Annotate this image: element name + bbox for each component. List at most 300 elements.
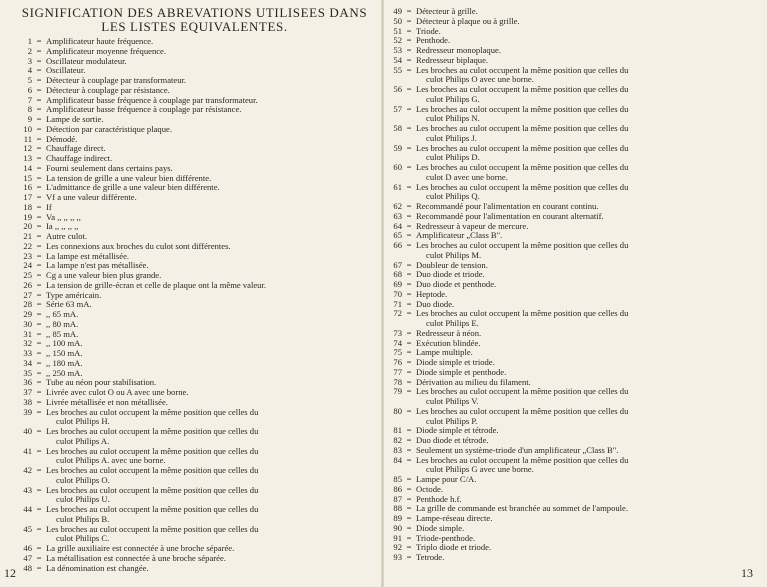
list-item bbox=[18, 252, 371, 262]
entry-text-continuation: culot Philips Q. bbox=[426, 191, 480, 202]
entry-text-line: Recommandé pour l'alimentation en courant continu. bbox=[416, 202, 599, 211]
list-item bbox=[18, 544, 371, 554]
list-item bbox=[18, 135, 371, 145]
entry-number: 2 bbox=[27, 45, 32, 56]
entry-number: 17 bbox=[23, 192, 32, 202]
list-item bbox=[18, 76, 371, 86]
entry-number: 18 bbox=[23, 201, 32, 212]
entry-number: 92 bbox=[393, 542, 402, 553]
entry-text-line: Détecteur à plaque ou à grille. bbox=[416, 16, 520, 26]
entry-text-line: ,, 100 mA. bbox=[46, 339, 83, 349]
entry-text bbox=[46, 369, 371, 379]
entry-text-continuation: culot Philips A. avec une borne. bbox=[56, 455, 166, 466]
entry-number: 25 bbox=[23, 270, 32, 280]
entry-text-continuation: culot Philips C. bbox=[56, 533, 110, 544]
entry-text-continuation: culot Philips H. bbox=[56, 416, 110, 427]
entry-text-line: Exécution blindée. bbox=[416, 338, 481, 348]
equals-sign: = bbox=[36, 84, 42, 95]
list-item bbox=[390, 46, 759, 56]
equals-sign: = bbox=[36, 240, 42, 251]
entry-number: 79 bbox=[393, 386, 402, 397]
entry-text-line: La lampe est métallisée. bbox=[46, 251, 130, 261]
entry-number: 56 bbox=[393, 84, 402, 94]
entry-text-line: Chauffage direct. bbox=[46, 144, 106, 154]
entry-text bbox=[46, 144, 371, 154]
entry-number: 31 bbox=[23, 328, 32, 339]
entry-text bbox=[416, 446, 759, 456]
list-item bbox=[390, 475, 759, 485]
entry-number: 32 bbox=[23, 338, 32, 349]
entry-text-continuation: culot Philips M. bbox=[426, 249, 482, 260]
entry-text-line: Triplo diode et triode. bbox=[416, 543, 492, 553]
list-item bbox=[18, 203, 371, 213]
entry-number: 3 bbox=[27, 55, 32, 66]
entry-text bbox=[46, 339, 371, 349]
entry-text-line: Les broches au culot occupent la même position que celles du bbox=[416, 163, 629, 172]
entry-text-continuation: culot Philips D. bbox=[426, 152, 480, 163]
list-item bbox=[18, 466, 371, 486]
list-item bbox=[18, 505, 371, 525]
page-title bbox=[18, 6, 371, 34]
entry-text-line: Tube au néon pour stabilisation. bbox=[46, 378, 157, 388]
entry-text-line: Livrée métallisée et non métallisée. bbox=[46, 397, 168, 407]
entry-text-line: Doubleur de tension. bbox=[416, 260, 488, 270]
entry-number: 24 bbox=[23, 260, 32, 271]
list-item bbox=[390, 378, 759, 388]
entry-text bbox=[46, 544, 371, 554]
entry-number: 52 bbox=[393, 35, 402, 46]
left-page bbox=[0, 0, 383, 587]
list-item bbox=[18, 369, 371, 379]
entry-number: 74 bbox=[393, 337, 402, 348]
entry-text-line: Autre culot. bbox=[46, 232, 88, 241]
list-item bbox=[390, 144, 759, 164]
entry-text bbox=[46, 271, 371, 281]
entry-text-line: Les broches au culot occupent la même position que celles du bbox=[46, 524, 259, 534]
equals-sign: = bbox=[406, 542, 412, 553]
entry-text bbox=[416, 85, 759, 105]
list-item bbox=[390, 436, 759, 446]
entry-text-continuation: culot Philips J. bbox=[426, 132, 477, 143]
entry-text bbox=[416, 456, 759, 476]
entry-number: 66 bbox=[393, 240, 402, 250]
list-item bbox=[18, 47, 371, 57]
entry-text bbox=[46, 76, 371, 86]
equals-sign: = bbox=[36, 279, 42, 290]
entry-number: 69 bbox=[393, 279, 402, 289]
abbreviation-list-right bbox=[390, 7, 759, 563]
entry-text-line: La tension de grille-écran et celle de plaque ont la même valeur. bbox=[46, 280, 266, 290]
list-item bbox=[390, 241, 759, 261]
entry-text bbox=[46, 57, 371, 67]
entry-text-line: Type américain. bbox=[46, 290, 102, 300]
entry-number: 62 bbox=[393, 201, 402, 211]
entry-text bbox=[46, 447, 371, 467]
entry-text bbox=[46, 466, 371, 486]
entry-text-line: La tension de grille a une valeur bien différente. bbox=[46, 173, 212, 183]
list-item bbox=[390, 183, 759, 203]
list-item bbox=[18, 66, 371, 76]
list-item bbox=[390, 309, 759, 329]
entry-text bbox=[416, 7, 759, 17]
equals-sign: = bbox=[36, 182, 42, 193]
entry-text-line: Les broches au culot occupent la même position que celles du bbox=[416, 65, 629, 75]
entry-number: 29 bbox=[23, 309, 32, 319]
equals-sign: = bbox=[406, 201, 412, 211]
entry-text-line: Les broches au culot occupent la même position que celles du bbox=[46, 446, 259, 456]
entry-text-line: Détecteur à grille. bbox=[416, 7, 478, 16]
equals-sign: = bbox=[36, 484, 42, 495]
entry-text-line: Lampe pour C/A. bbox=[416, 475, 477, 484]
entry-number: 35 bbox=[23, 367, 32, 378]
equals-sign: = bbox=[406, 522, 412, 533]
entry-number: 33 bbox=[23, 348, 32, 358]
list-item bbox=[390, 543, 759, 553]
entry-text-line: Va ,, ,, ,, ,, bbox=[46, 212, 81, 222]
entry-text-line: La grille de commande est branchée au sommet de l'ampoule. bbox=[416, 504, 629, 514]
entry-number: 57 bbox=[393, 103, 402, 114]
list-item bbox=[390, 280, 759, 290]
entry-text bbox=[416, 309, 759, 329]
list-item bbox=[18, 115, 371, 125]
list-item bbox=[390, 485, 759, 495]
entry-text-line: ,, 65 mA. bbox=[46, 310, 79, 319]
equals-sign: = bbox=[36, 45, 42, 56]
entry-number: 89 bbox=[393, 513, 402, 523]
list-item bbox=[390, 446, 759, 456]
list-item bbox=[18, 339, 371, 349]
list-item bbox=[18, 378, 371, 388]
entry-number: 93 bbox=[393, 552, 402, 562]
entry-text-line: Diode simple et penthode. bbox=[416, 367, 507, 377]
equals-sign: = bbox=[406, 25, 412, 36]
list-item bbox=[18, 232, 371, 242]
entry-text bbox=[416, 105, 759, 125]
entry-number: 12 bbox=[23, 143, 32, 154]
entry-number: 19 bbox=[23, 211, 32, 222]
list-item bbox=[390, 105, 759, 125]
entry-text bbox=[46, 174, 371, 184]
entry-number: 5 bbox=[27, 75, 32, 85]
entry-text bbox=[416, 36, 759, 46]
equals-sign: = bbox=[36, 260, 42, 271]
entry-text-line: Lampe-réseau directe. bbox=[416, 514, 493, 523]
entry-text bbox=[416, 27, 759, 37]
list-item bbox=[390, 348, 759, 358]
list-item bbox=[390, 504, 759, 514]
equals-sign: = bbox=[36, 396, 42, 407]
entry-text-line: Détecteur à couplage par transformateur. bbox=[46, 76, 187, 85]
entry-text bbox=[416, 183, 759, 203]
list-item bbox=[18, 564, 371, 574]
list-item bbox=[390, 261, 759, 271]
entry-number: 39 bbox=[23, 406, 32, 417]
entry-text-line: Les broches au culot occupent la même position que celles du bbox=[416, 309, 629, 319]
entry-text-line: Détection par caractéristique plaque. bbox=[46, 124, 172, 134]
entry-text-line: Démodé. bbox=[46, 134, 78, 144]
entry-number: 40 bbox=[23, 426, 32, 436]
entry-text bbox=[416, 368, 759, 378]
entry-text-line: ,, 150 mA. bbox=[46, 349, 83, 358]
entry-number: 16 bbox=[23, 182, 32, 193]
entry-text-line: Recommandé pour l'alimentation en courant alternatif. bbox=[416, 211, 604, 221]
equals-sign: = bbox=[406, 425, 412, 436]
list-item bbox=[390, 495, 759, 505]
entry-number: 59 bbox=[393, 142, 402, 153]
list-item bbox=[18, 310, 371, 320]
entry-number: 49 bbox=[393, 6, 402, 16]
entry-text bbox=[46, 242, 371, 252]
entry-text bbox=[416, 202, 759, 212]
entry-text-continuation: culot Philips G avec une borne. bbox=[426, 464, 534, 475]
entry-number: 82 bbox=[393, 435, 402, 445]
equals-sign: = bbox=[406, 444, 412, 455]
entry-text bbox=[46, 349, 371, 359]
entry-text bbox=[46, 222, 371, 232]
equals-sign: = bbox=[36, 172, 42, 183]
entry-text-line: Détecteur à couplage par résistance. bbox=[46, 85, 170, 95]
entry-number: 46 bbox=[23, 543, 32, 553]
entry-number: 50 bbox=[393, 15, 402, 26]
equals-sign: = bbox=[36, 338, 42, 349]
entry-text-line: Lampe de sortie. bbox=[46, 115, 104, 124]
entry-number: 84 bbox=[393, 454, 402, 465]
list-item bbox=[18, 447, 371, 467]
entry-number: 20 bbox=[23, 221, 32, 232]
equals-sign: = bbox=[406, 35, 412, 46]
entry-text bbox=[416, 387, 759, 407]
list-item bbox=[18, 388, 371, 398]
equals-sign: = bbox=[36, 348, 42, 358]
entry-text-line: Les broches au culot occupent la même position que celles du bbox=[46, 485, 259, 495]
entry-text-line: Les broches au culot occupent la même position que celles du bbox=[46, 407, 259, 417]
entry-text bbox=[46, 554, 371, 564]
list-item bbox=[18, 242, 371, 252]
entry-text-line: Lampe multiple. bbox=[416, 348, 473, 358]
entry-text-continuation: culot Philips B. bbox=[56, 513, 110, 524]
equals-sign: = bbox=[36, 211, 42, 222]
entry-text-line: Cg a une valeur bien plus grande. bbox=[46, 271, 162, 280]
list-item bbox=[18, 349, 371, 359]
entry-number: 51 bbox=[393, 25, 402, 36]
entry-number: 68 bbox=[393, 269, 402, 280]
equals-sign: = bbox=[406, 366, 412, 377]
entry-number: 15 bbox=[23, 172, 32, 183]
equals-sign: = bbox=[36, 250, 42, 261]
entry-text-continuation: culot Philips N. bbox=[426, 113, 480, 124]
list-item bbox=[18, 359, 371, 369]
list-item bbox=[390, 553, 759, 563]
entry-text-line: If bbox=[46, 202, 52, 212]
entry-text-line: Amplificateur „Class B". bbox=[416, 231, 503, 241]
list-item bbox=[390, 514, 759, 524]
entry-text-line: Les broches au culot occupent la même position que celles du bbox=[416, 124, 629, 133]
entry-text-line: Les broches au culot occupent la même position que celles du bbox=[46, 427, 259, 436]
entry-text bbox=[416, 241, 759, 261]
list-item bbox=[390, 231, 759, 241]
entry-text bbox=[46, 564, 371, 574]
entry-text-continuation: culot Philips P. bbox=[426, 415, 478, 426]
entry-text bbox=[46, 96, 371, 106]
entry-text bbox=[416, 426, 759, 436]
equals-sign: = bbox=[406, 503, 412, 514]
entry-text-line: Penthode h.f. bbox=[416, 494, 462, 504]
entry-number: 21 bbox=[23, 231, 32, 241]
entry-number: 77 bbox=[393, 366, 402, 377]
entry-text-line: Duo diode et penthode. bbox=[416, 280, 497, 289]
entry-text-continuation: culot D avec une borne. bbox=[426, 171, 508, 182]
entry-text bbox=[46, 213, 371, 223]
entry-text bbox=[46, 261, 371, 271]
equals-sign: = bbox=[36, 562, 42, 573]
list-item bbox=[18, 154, 371, 164]
entry-number: 10 bbox=[23, 123, 32, 134]
entry-number: 26 bbox=[23, 279, 32, 290]
entry-text bbox=[46, 86, 371, 96]
equals-sign: = bbox=[406, 259, 412, 270]
entry-number: 76 bbox=[393, 357, 402, 367]
entry-text bbox=[46, 300, 371, 310]
title-line-2: LES LISTES EQUIVALENTES. bbox=[101, 19, 288, 34]
entry-text-line: ,, 80 mA. bbox=[46, 319, 79, 329]
entry-text-line: Les connexions aux broches du culot sont différentes. bbox=[46, 241, 231, 251]
entry-text-continuation: culot Philips U. bbox=[56, 494, 110, 505]
entry-number: 71 bbox=[393, 298, 402, 309]
entry-text bbox=[416, 534, 759, 544]
page-number-right: 13 bbox=[741, 566, 753, 580]
entry-text bbox=[46, 135, 371, 145]
entry-number: 23 bbox=[23, 250, 32, 261]
equals-sign: = bbox=[36, 552, 42, 563]
entry-text bbox=[46, 525, 371, 545]
entry-text-continuation: culot Philips V. bbox=[426, 396, 479, 406]
entry-number: 54 bbox=[393, 54, 402, 65]
entry-text bbox=[416, 17, 759, 27]
list-item bbox=[390, 85, 759, 105]
entry-text bbox=[416, 222, 759, 232]
equals-sign: = bbox=[36, 201, 42, 212]
entry-number: 34 bbox=[23, 357, 32, 368]
equals-sign: = bbox=[406, 493, 412, 504]
list-item bbox=[390, 7, 759, 17]
entry-number: 64 bbox=[393, 220, 402, 231]
equals-sign: = bbox=[36, 221, 42, 232]
entry-number: 28 bbox=[23, 299, 32, 310]
equals-sign: = bbox=[406, 513, 412, 523]
entry-text bbox=[416, 144, 759, 164]
list-item bbox=[18, 291, 371, 301]
entry-number: 65 bbox=[393, 230, 402, 241]
entry-text-line: Vf a une valeur différente. bbox=[46, 193, 137, 202]
entry-text bbox=[416, 358, 759, 368]
entry-text-line: Les broches au culot occupent la même position que celles du bbox=[416, 406, 629, 416]
entry-text-line: Duo diode. bbox=[416, 299, 455, 309]
entry-text bbox=[416, 504, 759, 514]
list-item bbox=[18, 222, 371, 232]
entry-text-line: Diode simple et tétrode. bbox=[416, 426, 499, 436]
equals-sign: = bbox=[36, 445, 42, 456]
equals-sign: = bbox=[36, 104, 42, 115]
entry-text bbox=[46, 291, 371, 301]
entry-number: 43 bbox=[23, 484, 32, 495]
equals-sign: = bbox=[406, 15, 412, 26]
entry-text bbox=[46, 310, 371, 320]
entry-text-line: Ia ,, ,, ,, ,, bbox=[46, 222, 79, 232]
list-item bbox=[18, 183, 371, 193]
equals-sign: = bbox=[406, 357, 412, 367]
entry-text-line: Amplificateur basse fréquence à couplage par résistance. bbox=[46, 105, 242, 115]
equals-sign: = bbox=[36, 75, 42, 85]
entry-number: 63 bbox=[393, 210, 402, 221]
entry-text bbox=[416, 485, 759, 495]
entry-text bbox=[416, 514, 759, 524]
entry-text-line: Les broches au culot occupent la même position que celles du bbox=[46, 505, 259, 514]
entry-text-line: Les broches au culot occupent la même position que celles du bbox=[416, 455, 629, 465]
entry-number: 88 bbox=[393, 503, 402, 514]
entry-text bbox=[416, 378, 759, 388]
entry-text bbox=[416, 348, 759, 358]
list-item bbox=[390, 56, 759, 66]
list-item bbox=[390, 339, 759, 349]
equals-sign: = bbox=[36, 367, 42, 378]
entry-text-continuation: culot Philips O avec une borne. bbox=[426, 74, 534, 85]
entry-text bbox=[46, 154, 371, 164]
list-item bbox=[390, 27, 759, 37]
entry-number: 41 bbox=[23, 445, 32, 456]
list-item bbox=[18, 125, 371, 135]
list-item bbox=[390, 202, 759, 212]
entry-text bbox=[416, 46, 759, 56]
entry-text-line: Livrée avec culot O ou A avec une borne. bbox=[46, 388, 189, 397]
equals-sign: = bbox=[406, 347, 412, 358]
list-item bbox=[390, 222, 759, 232]
entry-number: 45 bbox=[23, 523, 32, 534]
equals-sign: = bbox=[36, 406, 42, 417]
list-item bbox=[18, 261, 371, 271]
entry-text bbox=[416, 475, 759, 485]
equals-sign: = bbox=[36, 94, 42, 105]
entry-text bbox=[46, 66, 371, 76]
entry-text-line: La métallisation est connectée à une broche séparée. bbox=[46, 553, 226, 563]
entry-text bbox=[46, 232, 371, 242]
equals-sign: = bbox=[36, 387, 42, 397]
equals-sign: = bbox=[406, 230, 412, 241]
entry-text-line: Les broches au culot occupent la même position que celles du bbox=[416, 143, 629, 153]
entry-text-line: Tetrode. bbox=[416, 553, 445, 562]
entry-text bbox=[46, 505, 371, 525]
list-item bbox=[18, 398, 371, 408]
entry-text-continuation: culot Philips E. bbox=[426, 318, 479, 328]
right-page bbox=[384, 0, 767, 587]
equals-sign: = bbox=[406, 288, 412, 299]
entry-text-line: Seulement un système-triode d'un amplificateur „Class B". bbox=[416, 445, 619, 455]
entry-number: 60 bbox=[393, 162, 402, 172]
list-item bbox=[18, 271, 371, 281]
list-item bbox=[390, 407, 759, 427]
entry-text-line: La dénomination est changée. bbox=[46, 563, 149, 573]
list-item bbox=[390, 163, 759, 183]
entry-number: 53 bbox=[393, 45, 402, 55]
entry-text-line: L'admittance de grille a une valeur bien différente. bbox=[46, 183, 220, 193]
abbreviation-list-left bbox=[18, 37, 371, 573]
entry-text bbox=[416, 339, 759, 349]
entry-number: 1 bbox=[27, 36, 32, 46]
entry-text bbox=[416, 66, 759, 86]
equals-sign: = bbox=[36, 36, 42, 46]
equals-sign: = bbox=[406, 474, 412, 484]
entry-text-line: Oscillateur modulateur. bbox=[46, 56, 127, 66]
equals-sign: = bbox=[36, 123, 42, 134]
